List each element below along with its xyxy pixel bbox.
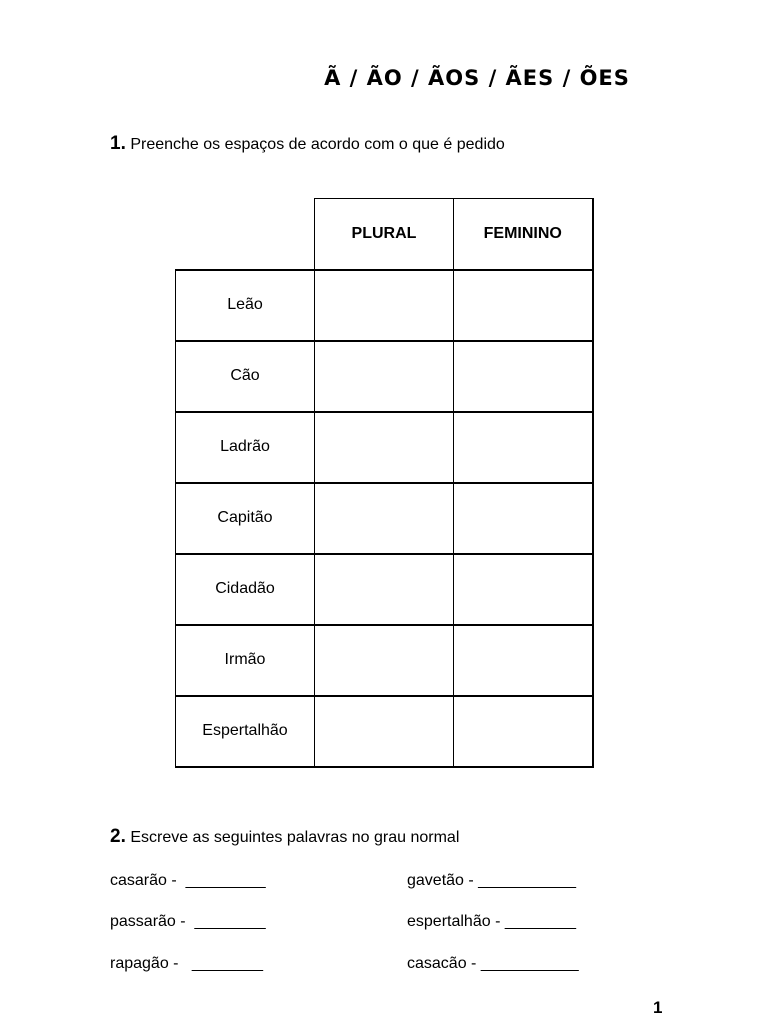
word-cell: Espertalhão — [176, 696, 315, 767]
table-row — [176, 341, 593, 412]
plural-answer-cell[interactable] — [315, 696, 454, 767]
exercise-1-number: 1. — [110, 133, 126, 154]
fill-item-left[interactable]: rapagão - ________ — [110, 955, 264, 972]
fill-item-left[interactable]: passarão - ________ — [110, 913, 266, 930]
feminino-answer-cell[interactable] — [454, 696, 593, 767]
exercise-1-text: Preenche os espaços de acordo com o que é pedido — [130, 136, 505, 153]
word-cell: Irmão — [176, 625, 315, 696]
plural-answer-cell[interactable] — [315, 270, 454, 341]
fill-item-right[interactable]: espertalhão - ________ — [407, 913, 577, 930]
table-row — [176, 625, 593, 696]
header-plural: PLURAL — [315, 199, 454, 270]
exercise-2-number: 2. — [110, 826, 126, 847]
plural-answer-cell[interactable] — [315, 554, 454, 625]
table-corner — [176, 199, 315, 270]
feminino-answer-cell[interactable] — [454, 483, 593, 554]
word-cell: Ladrão — [176, 412, 315, 483]
word-cell: Cão — [176, 341, 315, 412]
plural-answer-cell[interactable] — [315, 483, 454, 554]
exercise-2-text: Escreve as seguintes palavras no grau normal — [130, 829, 460, 846]
table-row — [176, 483, 593, 554]
plural-answer-cell[interactable] — [315, 341, 454, 412]
table-row — [176, 696, 593, 767]
table-row — [176, 412, 593, 483]
exercise-1-table — [175, 198, 594, 768]
page-number: 1 — [653, 998, 663, 1017]
feminino-answer-cell[interactable] — [454, 270, 593, 341]
table-row — [176, 554, 593, 625]
fill-item-right[interactable]: casacão - ___________ — [407, 955, 579, 972]
feminino-answer-cell[interactable] — [454, 341, 593, 412]
exercise-2-instruction — [110, 826, 459, 848]
table-row — [176, 270, 593, 341]
word-cell: Leão — [176, 270, 315, 341]
exercise-1-instruction — [110, 133, 505, 155]
feminino-answer-cell[interactable] — [454, 625, 593, 696]
word-cell: Capitão — [176, 483, 315, 554]
fill-item-right[interactable]: gavetão - ___________ — [407, 872, 577, 889]
plural-answer-cell[interactable] — [315, 412, 454, 483]
page-title: Ã / ÃO / ÃOS / ÃES / ÕES — [324, 66, 630, 90]
fill-item-left[interactable]: casarão - _________ — [110, 872, 266, 889]
word-cell: Cidadão — [176, 554, 315, 625]
feminino-answer-cell[interactable] — [454, 554, 593, 625]
plural-answer-cell[interactable] — [315, 625, 454, 696]
table-header-row — [176, 199, 593, 270]
feminino-answer-cell[interactable] — [454, 412, 593, 483]
header-feminino: FEMININO — [454, 199, 593, 270]
